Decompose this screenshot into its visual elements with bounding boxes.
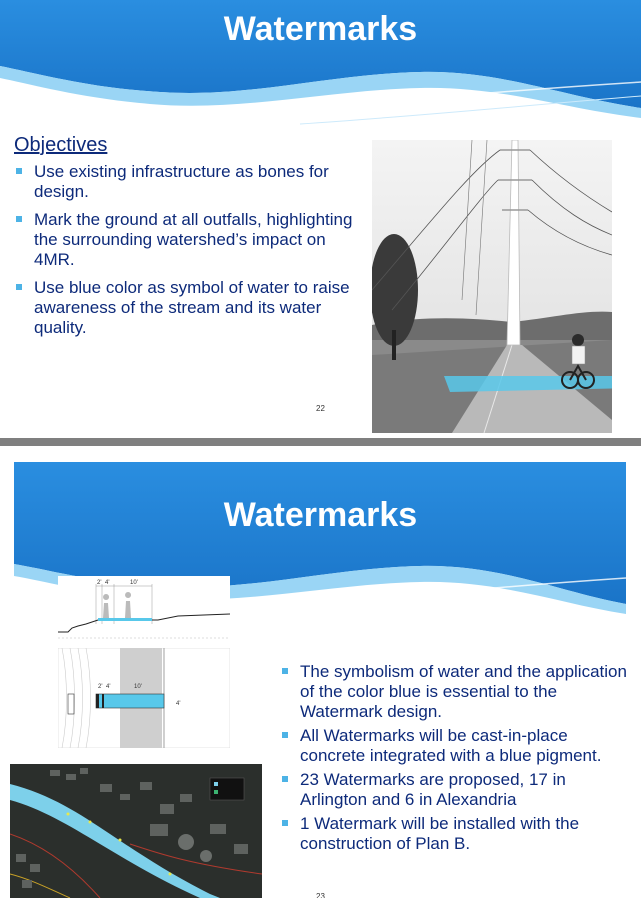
bullet-item: [280, 814, 630, 854]
bullet-text: The symbolism of water and the application of the color blue is essential to the Watermark design.: [300, 662, 627, 721]
bullet-text: Use blue color as symbol of water to raise awareness of the stream and its water quality.: [34, 278, 350, 337]
cross-section-diagram: [58, 576, 230, 646]
page-number: 23: [316, 892, 325, 898]
plan-view-diagram: [58, 648, 230, 748]
bullet-text: Use existing infrastructure as bones for design.: [34, 162, 329, 201]
bullet-square-icon: [282, 776, 288, 782]
slide-title: Watermarks: [223, 10, 418, 48]
bullet-item: [280, 770, 630, 810]
plan-dim-label: 2': [98, 684, 103, 690]
bullet-text: 1 Watermark will be installed with the construction of Plan B.: [300, 814, 580, 853]
bullet-item: [14, 162, 359, 202]
bullet-item: [14, 278, 359, 338]
bullet-item: [14, 210, 359, 270]
bullet-square-icon: [16, 284, 22, 290]
plan-dim-label: 10': [134, 684, 142, 690]
plan-side-dim-label: 4': [176, 701, 181, 707]
bullet-item: [280, 726, 630, 766]
section-dim-label: 10': [130, 580, 138, 586]
bullet-square-icon: [282, 820, 288, 826]
watermark-details-list: [280, 662, 630, 858]
aerial-map-icon: [10, 764, 262, 898]
bullet-text: 23 Watermarks are proposed, 17 in Arlington and 6 in Alexandria: [300, 770, 566, 809]
bullet-item: [280, 662, 630, 722]
section-dim-label: 4': [105, 580, 110, 586]
bullet-text: Mark the ground at all outfalls, highlighting the surrounding watershed’s impact on 4MR.: [34, 210, 353, 269]
bullet-square-icon: [16, 216, 22, 222]
page-number: 22: [316, 404, 325, 413]
objectives-heading: Objectives: [14, 134, 108, 156]
plan-dim-label: 4': [106, 684, 111, 690]
bullet-square-icon: [282, 668, 288, 674]
slide-23: [0, 446, 641, 898]
bullet-square-icon: [282, 732, 288, 738]
bullet-text: All Watermarks will be cast-in-place concrete integrated with a blue pigment.: [300, 726, 602, 765]
section-dim-label: 2': [97, 580, 102, 586]
slide-22: [0, 0, 641, 438]
power-line-trail-photo-icon: [372, 140, 612, 433]
bullet-square-icon: [16, 168, 22, 174]
objectives-list: [14, 162, 359, 346]
slide-title: Watermarks: [223, 496, 418, 534]
